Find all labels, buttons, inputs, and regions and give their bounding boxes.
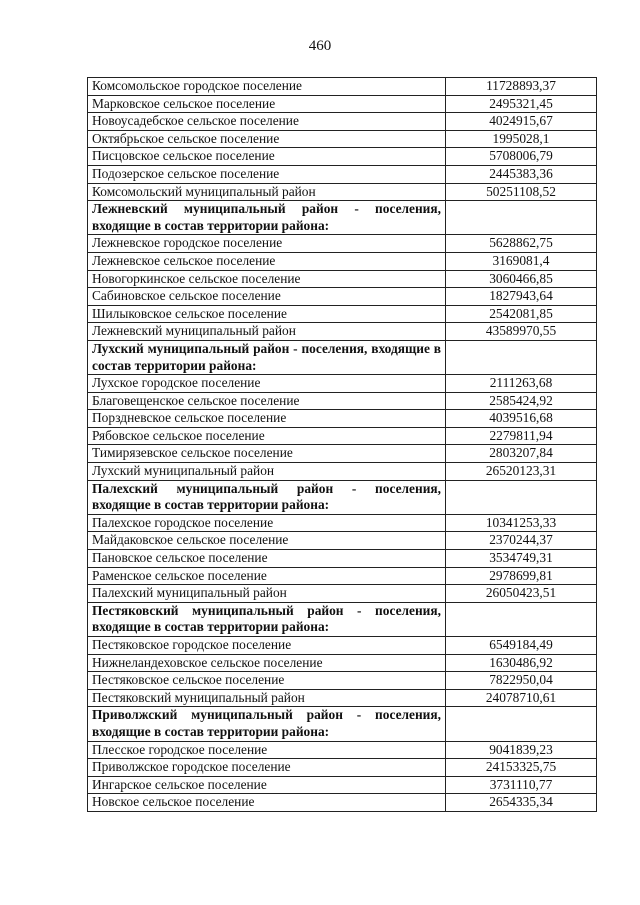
amount-cell: 5708006,79 [446, 148, 597, 166]
settlement-name-cell: Новское сельское поселение [88, 794, 446, 812]
amount-cell [446, 340, 597, 374]
amount-cell: 2542081,85 [446, 305, 597, 323]
amount-cell: 2445383,36 [446, 165, 597, 183]
table-row [88, 95, 597, 113]
amount-cell: 50251108,52 [446, 183, 597, 201]
table-row [88, 183, 597, 201]
table-row [88, 427, 597, 445]
section-title-cell: Палехский муниципальный район - поселения, входящие в состав территории района: [88, 480, 446, 514]
table-row [88, 323, 597, 341]
amount-cell: 3060466,85 [446, 270, 597, 288]
amount-cell: 1827943,64 [446, 288, 597, 306]
amount-cell: 2585424,92 [446, 392, 597, 410]
section-title-cell: Пестяковский муниципальный район - поселения, входящие в состав территории района: [88, 602, 446, 636]
table-row [88, 305, 597, 323]
table-row [88, 235, 597, 253]
amount-cell: 2495321,45 [446, 95, 597, 113]
table-row [88, 165, 597, 183]
table-row [88, 375, 597, 393]
settlement-name-cell: Лухский муниципальный район [88, 463, 446, 481]
table-row [88, 672, 597, 690]
table-row [88, 252, 597, 270]
table-row [88, 148, 597, 166]
table-row [88, 585, 597, 603]
settlement-name-cell: Лежневское сельское поселение [88, 252, 446, 270]
settlement-name-cell: Тимирязевское сельское поселение [88, 445, 446, 463]
settlement-name-cell: Лежневское городское поселение [88, 235, 446, 253]
amount-cell: 1630486,92 [446, 654, 597, 672]
section-header-row [88, 707, 597, 741]
table-row [88, 550, 597, 568]
section-header-row [88, 480, 597, 514]
amount-cell: 3534749,31 [446, 550, 597, 568]
section-header-row [88, 602, 597, 636]
amount-cell: 4039516,68 [446, 410, 597, 428]
amount-cell [446, 602, 597, 636]
amount-cell: 1995028,1 [446, 130, 597, 148]
settlement-name-cell: Лухское городское поселение [88, 375, 446, 393]
amount-cell: 3169081,4 [446, 252, 597, 270]
settlement-name-cell: Пановское сельское поселение [88, 550, 446, 568]
amount-cell: 2370244,37 [446, 532, 597, 550]
page-number: 460 [308, 38, 332, 54]
table-row [88, 392, 597, 410]
amount-cell: 2654335,34 [446, 794, 597, 812]
amount-cell: 24153325,75 [446, 759, 597, 777]
table-row [88, 794, 597, 812]
table-row [88, 463, 597, 481]
settlement-name-cell: Новогоркинское сельское поселение [88, 270, 446, 288]
table-row [88, 78, 597, 96]
settlement-name-cell: Палехское городское поселение [88, 514, 446, 532]
settlement-name-cell: Подозерское сельское поселение [88, 165, 446, 183]
settlement-name-cell: Новоусадебское сельское поселение [88, 113, 446, 131]
settlement-name-cell: Октябрьское сельское поселение [88, 130, 446, 148]
settlement-name-cell: Плесское городское поселение [88, 741, 446, 759]
table-row [88, 270, 597, 288]
amount-cell: 6549184,49 [446, 637, 597, 655]
table-row [88, 514, 597, 532]
settlement-name-cell: Приволжское городское поселение [88, 759, 446, 777]
table-row [88, 741, 597, 759]
amount-cell: 3731110,77 [446, 776, 597, 794]
table-row [88, 759, 597, 777]
settlement-name-cell: Шилыковское сельское поселение [88, 305, 446, 323]
table-row [88, 689, 597, 707]
section-title-cell: Лежневский муниципальный район - поселения, входящие в состав территории района: [88, 201, 446, 235]
amount-cell: 26050423,51 [446, 585, 597, 603]
settlement-name-cell: Комсомольское городское поселение [88, 78, 446, 96]
settlement-name-cell: Раменское сельское поселение [88, 567, 446, 585]
amount-cell [446, 480, 597, 514]
settlement-name-cell: Майдаковское сельское поселение [88, 532, 446, 550]
settlement-name-cell: Сабиновское сельское поселение [88, 288, 446, 306]
section-header-row [88, 201, 597, 235]
amount-cell: 11728893,37 [446, 78, 597, 96]
settlement-name-cell: Ингарское сельское поселение [88, 776, 446, 794]
amount-cell: 2279811,94 [446, 427, 597, 445]
amount-cell: 10341253,33 [446, 514, 597, 532]
settlement-name-cell: Пестяковское городское поселение [88, 637, 446, 655]
settlement-name-cell: Марковское сельское поселение [88, 95, 446, 113]
settlement-name-cell: Пестяковское сельское поселение [88, 672, 446, 690]
amount-cell: 2803207,84 [446, 445, 597, 463]
settlement-name-cell: Благовещенское сельское поселение [88, 392, 446, 410]
settlement-name-cell: Палехский муниципальный район [88, 585, 446, 603]
table-row [88, 410, 597, 428]
settlement-name-cell: Писцовское сельское поселение [88, 148, 446, 166]
amount-cell [446, 201, 597, 235]
settlement-name-cell: Порздневское сельское поселение [88, 410, 446, 428]
settlement-name-cell: Лежневский муниципальный район [88, 323, 446, 341]
amount-cell: 2111263,68 [446, 375, 597, 393]
section-header-row [88, 340, 597, 374]
settlement-name-cell: Пестяковский муниципальный район [88, 689, 446, 707]
amount-cell: 24078710,61 [446, 689, 597, 707]
amount-cell: 43589970,55 [446, 323, 597, 341]
budget-table [87, 77, 597, 812]
table-row [88, 113, 597, 131]
table-row [88, 567, 597, 585]
table-row [88, 776, 597, 794]
table-row [88, 288, 597, 306]
amount-cell: 4024915,67 [446, 113, 597, 131]
amount-cell [446, 707, 597, 741]
table-body [88, 78, 597, 812]
amount-cell: 7822950,04 [446, 672, 597, 690]
table-row [88, 654, 597, 672]
table-row [88, 445, 597, 463]
settlement-name-cell: Нижнеландеховское сельское поселение [88, 654, 446, 672]
amount-cell: 9041839,23 [446, 741, 597, 759]
table-row [88, 532, 597, 550]
table-row [88, 130, 597, 148]
section-title-cell: Приволжский муниципальный район - поселения, входящие в состав территории района: [88, 707, 446, 741]
settlement-name-cell: Рябовское сельское поселение [88, 427, 446, 445]
section-title-cell: Лухский муниципальный район - поселения, входящие в состав территории района: [88, 340, 446, 374]
amount-cell: 2978699,81 [446, 567, 597, 585]
table-row [88, 637, 597, 655]
amount-cell: 5628862,75 [446, 235, 597, 253]
settlement-name-cell: Комсомольский муниципальный район [88, 183, 446, 201]
amount-cell: 26520123,31 [446, 463, 597, 481]
